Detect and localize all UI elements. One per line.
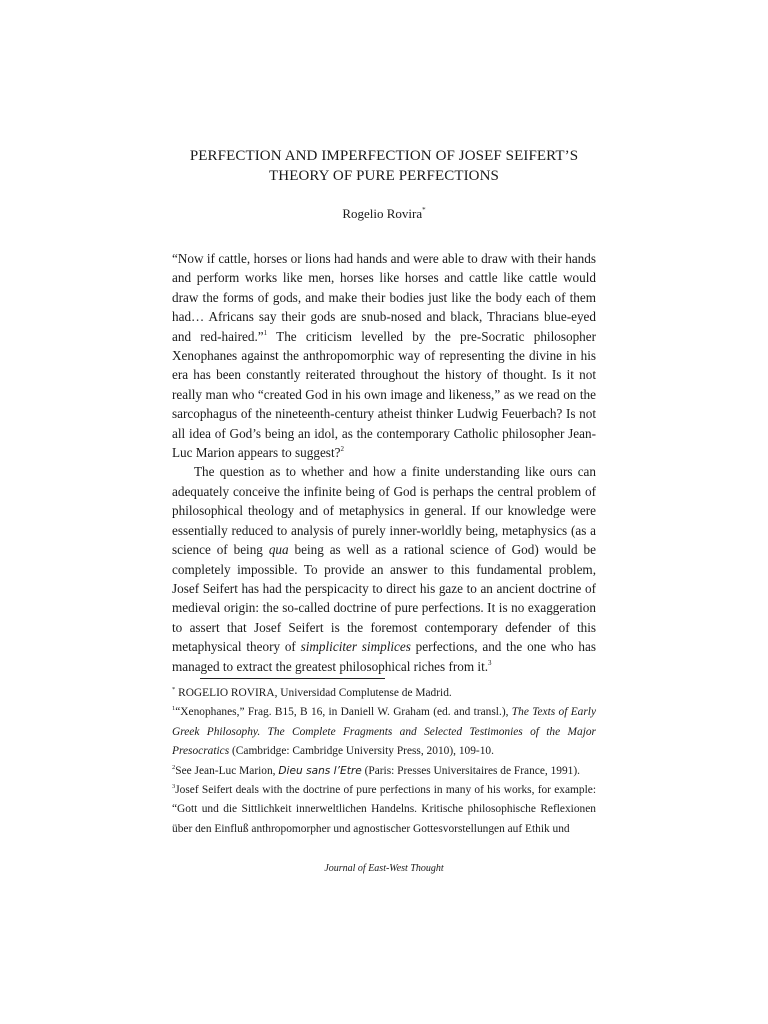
italic-simpliciter-simplices: simpliciter simplices	[300, 639, 411, 655]
footnote-star-mark: *	[172, 686, 176, 693]
paragraph-1-text: The criticism levelled by the pre-Socratic philosopher Xenophanes against the anthropomorphic way of representing the divine in his era has been constantly reiterated throughout the history of thought. Is it not really man who “created God in his own image and likeness,” as we read on the sarcophagus of the nineteenth-century atheist thinker Ludwig Feuerbach? Is not all idea of God’s being an idol, as the contemporary Catholic philosopher Jean-Luc Marion appears to suggest?	[172, 328, 596, 461]
paragraph-2-text-c: perfections, and the one who has managed to extract the greatest philosophical riches from it.	[172, 639, 596, 674]
footnotes	[172, 684, 596, 839]
author-footnote-mark: *	[422, 206, 426, 214]
footnote-1-mark: 1	[172, 705, 176, 713]
paragraph-2-text-b: being as well as a rational science of God) would be completely impossible. To provide an answer to this fundamental problem, Josef Seifert has had the perspicacity to direct his gaze to an ancient doctrine of medieval origin: the so-called doctrine of pure perfections. It is no exaggeration to assert that Josef Seifert is the foremost contemporary defender of this metaphysical theory of	[172, 542, 596, 655]
italic-qua: qua	[268, 542, 289, 558]
xenophanes-quote: “Now if cattle, horses or lions had hands and were able to draw with their hands and perform works like men, horses like horses and cattle like cattle would draw the forms of gods, and make their bodies just like the body each of them had… Africans say their gods are snub-nosed and black, Thracians blue-eyed and red-haired.”	[172, 251, 596, 344]
article-title	[172, 146, 596, 186]
footnote-2-text-b: (Paris: Presses Universitaires de France, 1991).	[361, 764, 580, 777]
author-name: Rogelio Rovira	[342, 206, 423, 221]
paragraph-2-text-a: The question as to whether and how a finite understanding like ours can adequately conceive the infinite being of God is perhaps the central problem of philosophical theology and of metaphysics in general. If our knowledge were essentially reduced to analysis of purely inner-worldly being, metaphysics (as a science of being	[172, 464, 596, 558]
footnote-2-book-title: Dieu sans l’Etre	[278, 764, 362, 777]
footnote-divider	[200, 678, 385, 679]
article-body	[172, 249, 596, 676]
footnote-3-mark: 3	[172, 783, 176, 791]
journal-footer: Journal of East-West Thought	[324, 863, 444, 874]
footnote-1-book-title: The Texts of Early Greek Philosophy. The Complete Fragments and Selected Testimonies of the Major Presocratics	[172, 706, 597, 758]
footnote-star-text: ROGELIO ROVIRA, Universidad Complutense de Madrid.	[175, 687, 452, 699]
title-line-2: THEORY OF PURE PERFECTIONS	[269, 168, 499, 184]
footnote-star	[172, 684, 596, 703]
footnote-3-text: Josef Seifert deals with the doctrine of pure perfections in many of his works, for example: “Gott und die Sittlichkeit innerweltlichen Handelns. Kritische philosophische Reflexionen über den Einfluß anthropomorpher und agnostischer Gottesvorstellungen auf Ethik und	[172, 784, 596, 835]
footnote-1	[172, 703, 596, 761]
footnote-ref-3: 3	[488, 658, 492, 667]
footnote-2-text-a: See Jean-Luc Marion,	[175, 764, 279, 777]
footnote-1-text-b: (Cambridge: Cambridge University Press, 2010), 109-10.	[229, 745, 494, 758]
footnote-1-text-a: “Xenophanes,” Frag. B15, B 16, in Daniell W. Graham (ed. and transl.),	[175, 706, 512, 719]
footnote-ref-2: 2	[340, 445, 344, 454]
footnote-3	[172, 781, 596, 839]
footnote-2	[172, 762, 596, 781]
paragraph-2	[172, 462, 596, 675]
footnote-2-mark: 2	[172, 763, 176, 771]
title-line-1: PERFECTION AND IMPERFECTION OF JOSEF SEIFERT’S	[189, 148, 579, 164]
paragraph-1	[172, 249, 596, 462]
footnote-ref-1: 1	[263, 328, 268, 337]
author-byline	[172, 205, 596, 223]
